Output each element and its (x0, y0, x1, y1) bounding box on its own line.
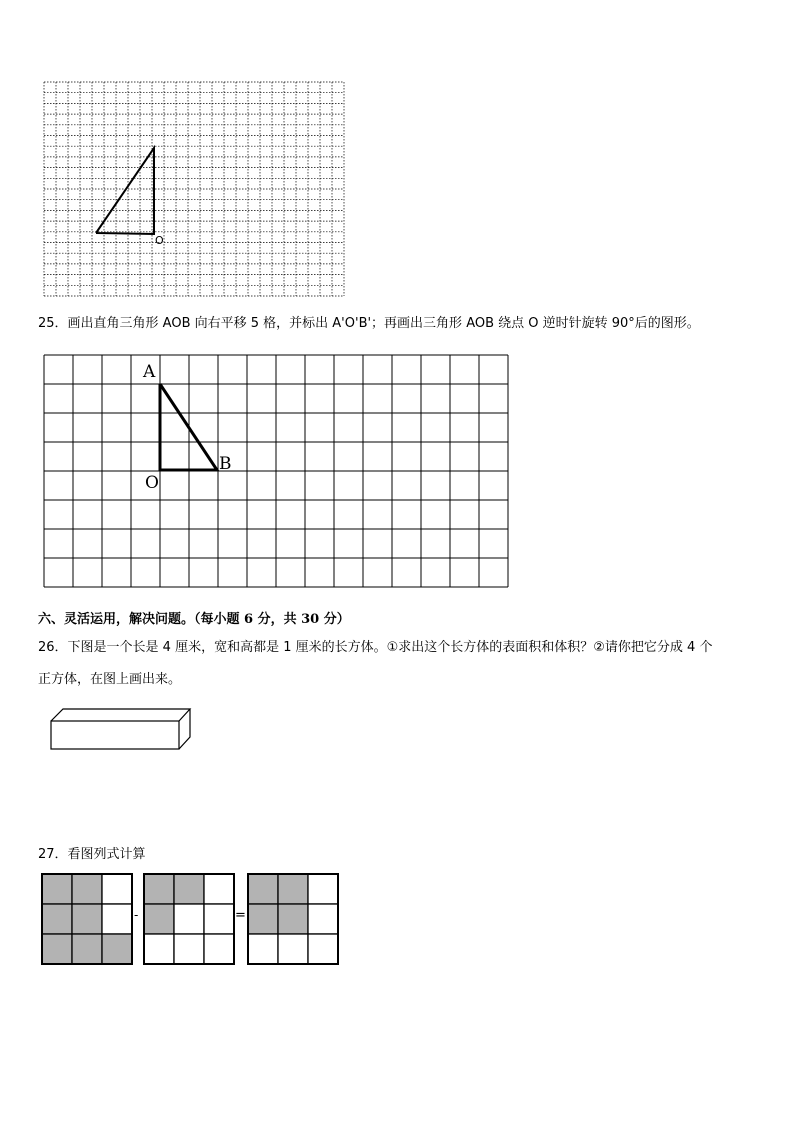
shaded-cell (144, 904, 174, 934)
shaded-cell (174, 874, 204, 904)
question-27-text: 27．看图列式计算 (38, 847, 146, 862)
question-26-line1: 26．下图是一个长是 4 厘米，宽和高都是 1 厘米的长方体。①求出这个长方体的表面积和体积？②请你把它分成 4 个 (38, 640, 713, 655)
question-25-text: 25．画出直角三角形 AOB 向右平移 5 格，并标出 A'O'B'；再画出三角形 AOB 绕点 O 逆时针旋转 90°后的图形。 (38, 316, 700, 331)
empty-cell (308, 934, 338, 964)
shaded-cell (278, 874, 308, 904)
empty-cell (308, 904, 338, 934)
empty-cell (144, 934, 174, 964)
empty-cell (308, 874, 338, 904)
shaded-cell (72, 874, 102, 904)
shaded-cell (248, 904, 278, 934)
empty-cell (248, 934, 278, 964)
shaded-cell (278, 904, 308, 934)
empty-cell (174, 934, 204, 964)
empty-cell (204, 904, 234, 934)
empty-cell (204, 874, 234, 904)
empty-cell (102, 904, 132, 934)
grid-3 (248, 874, 338, 964)
shaded-cell (72, 904, 102, 934)
empty-cell (204, 934, 234, 964)
point-b-label: B (219, 454, 232, 474)
question-26-line2: 正方体，在图上画出来。 (38, 672, 182, 687)
minus-sign: - (134, 908, 139, 922)
grid-1 (42, 874, 132, 964)
point-a-label: A (143, 362, 156, 382)
empty-cell (174, 904, 204, 934)
shaded-cell (248, 874, 278, 904)
point-o-label: O (155, 234, 164, 247)
shaded-cell (42, 934, 72, 964)
shaded-cell (42, 874, 72, 904)
empty-cell (102, 874, 132, 904)
section-heading: 六、灵活运用，解决问题。（每小题 6 分，共 30 分） (38, 612, 350, 627)
shaded-cell (102, 934, 132, 964)
equals-sign: = (235, 908, 246, 923)
point-o-label: O (145, 473, 159, 493)
shaded-cell (42, 904, 72, 934)
shaded-cell (144, 874, 174, 904)
shaded-cell (72, 934, 102, 964)
grid-2 (144, 874, 234, 964)
empty-cell (278, 934, 308, 964)
